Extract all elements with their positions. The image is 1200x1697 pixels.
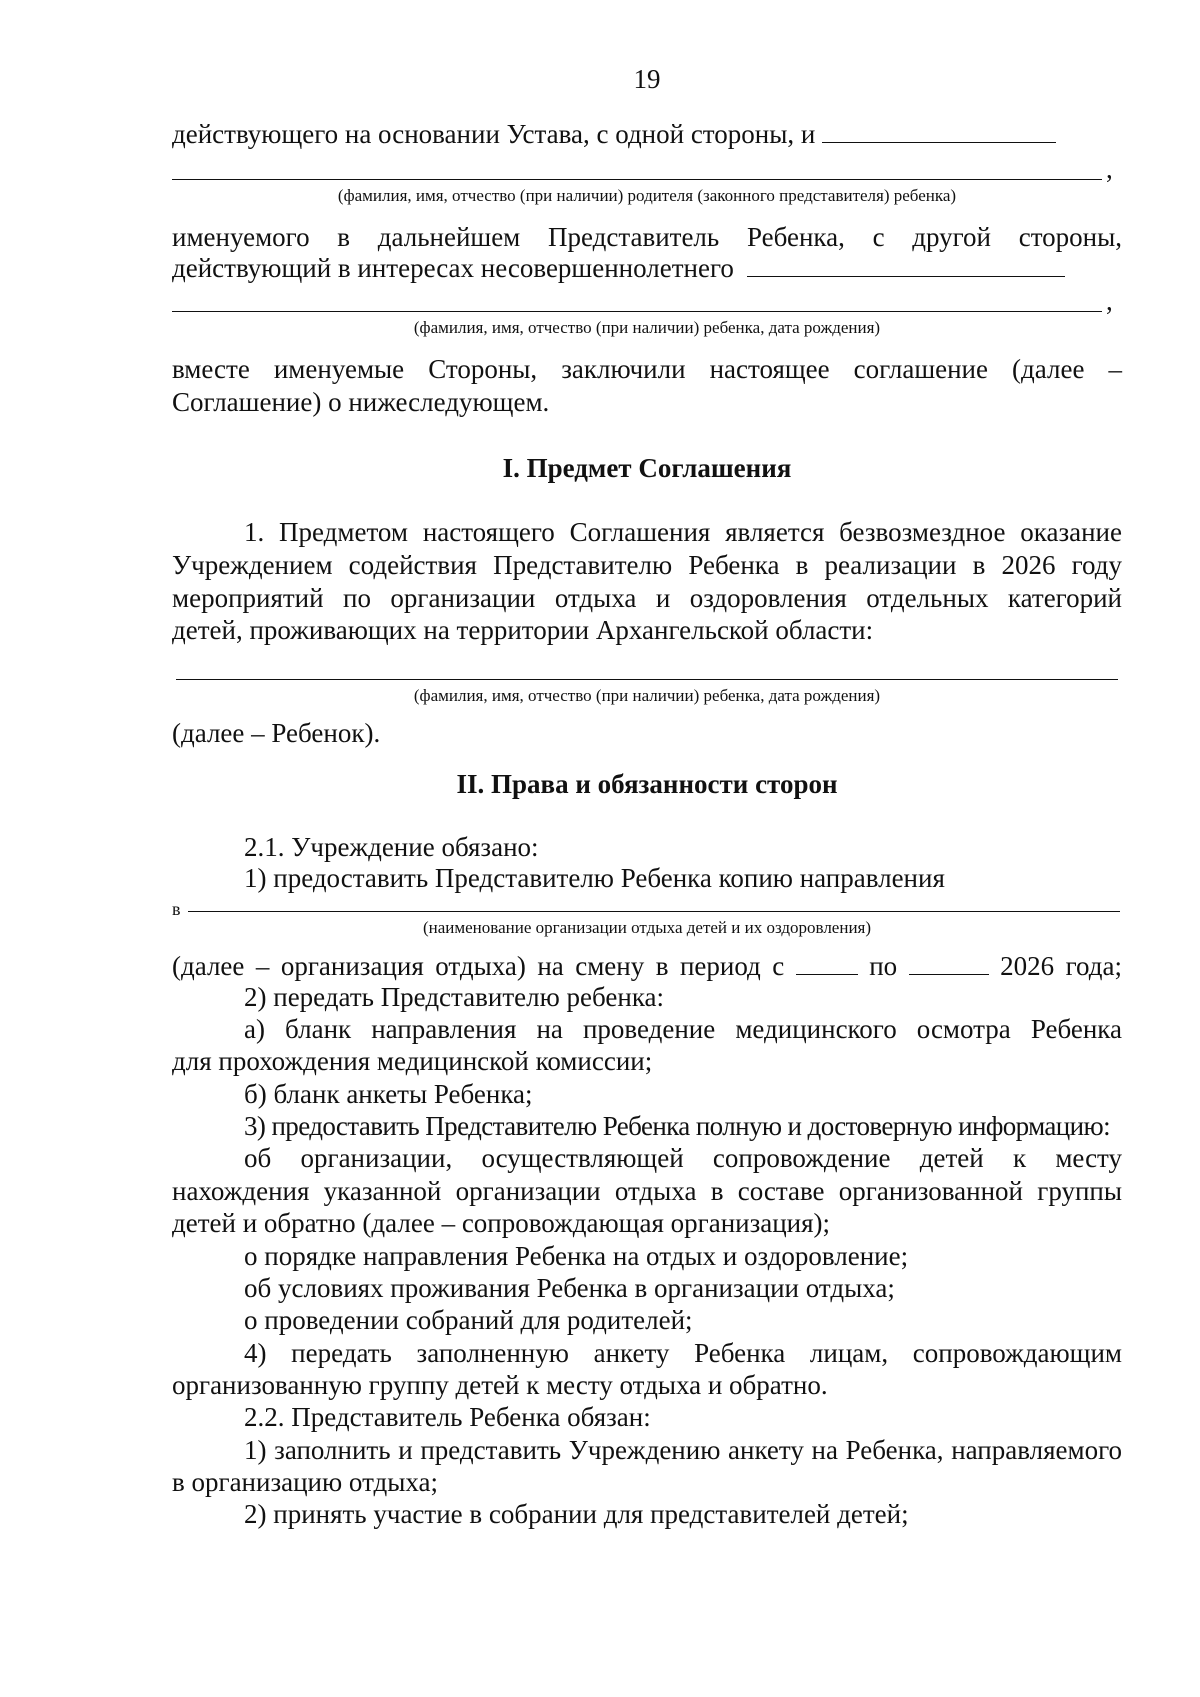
period-end-blank	[909, 950, 989, 975]
section-1-para-line-2: Учреждением содействия Представителю Ребенка в реализации в 2026 году	[172, 550, 1122, 580]
intro-line-2: именуемого в дальнейшем Представитель Ребенка, с другой стороны,	[172, 222, 1122, 252]
child-name-blank	[172, 311, 1102, 312]
intro-line-4: вместе именуемые Стороны, заключили настоящее соглашение (далее –	[172, 354, 1122, 384]
info-2: о порядке направления Ребенка на отдых и оздоровление;	[244, 1241, 909, 1271]
clause-2-1-4-line-1: 4) передать заполненную анкету Ребенка лицам, сопровождающим	[244, 1338, 1122, 1368]
clause-2-1-1: 1) предоставить Представителю Ребенка копию направления	[244, 863, 945, 893]
intro-line-5: Соглашение) о нижеследующем.	[172, 387, 550, 417]
intro-line-3: действующий в интересах несовершеннолетнего	[172, 252, 1122, 284]
intro-line-1: действующего на основании Устава, с одной стороны, и	[172, 118, 1122, 150]
hint-parent-name: (фамилия, имя, отчество (при наличии) родителя (законного представителя) ребенка)	[337, 186, 957, 205]
info-3: об условиях проживания Ребенка в организации отдыха;	[244, 1273, 895, 1303]
section-1-para-line-4: детей, проживающих на территории Архангельской области:	[172, 615, 874, 645]
comma-2: ,	[1106, 286, 1113, 316]
hint-child-name-2: (фамилия, имя, отчество (при наличии) ребенка, дата рождения)	[413, 686, 881, 705]
section-1-para-line-3: мероприятий по организации отдыха и оздоровления отдельных категорий	[172, 583, 1122, 613]
clause-2-1-2b: б) бланк анкеты Ребенка;	[244, 1079, 533, 1109]
clause-2-1-4-line-2: организованную группу детей к месту отдыха и обратно.	[172, 1370, 828, 1400]
period-line: (далее – организация отдыха) на смену в период с по 2026 года;	[172, 951, 1122, 981]
v-prefix: в	[172, 899, 181, 919]
clause-2-1-2a-line-2: для прохождения медицинской комиссии;	[172, 1046, 653, 1076]
clause-2-1-3: 3) предоставить Представителю Ребенка полную и достоверную информацию:	[244, 1111, 1110, 1141]
hint-organization: (наименование организации отдыха детей и их оздоровления)	[422, 918, 872, 937]
section-1-para-line-1: 1. Предметом настоящего Соглашения является безвозмездное оказание	[244, 517, 1122, 547]
parent-name-blank-start	[822, 118, 1056, 143]
hint-child-name: (фамилия, имя, отчество (при наличии) ребенка, дата рождения)	[413, 318, 881, 337]
organization-blank	[188, 911, 1120, 912]
clause-2-2-1-line-1: 1) заполнить и представить Учреждению анкету на Ребенка, направляемого	[244, 1435, 1122, 1465]
section-1-after: (далее – Ребенок).	[172, 718, 381, 748]
clause-2-2-2: 2) принять участие в собрании для представителей детей;	[244, 1499, 909, 1529]
info-1-line-1: об организации, осуществляющей сопровождение детей к месту	[244, 1143, 1122, 1173]
page-number: 19	[633, 64, 661, 94]
clause-2-1-2: 2) передать Представителю ребенка:	[244, 982, 665, 1012]
section-1-heading: I. Предмет Соглашения	[502, 453, 792, 483]
period-start-blank	[796, 950, 858, 975]
info-1-line-3: детей и обратно (далее – сопровождающая организация);	[172, 1208, 831, 1238]
clause-2-2-1-line-2: в организацию отдыха;	[172, 1467, 439, 1497]
info-1-line-2: нахождения указанной организации отдыха в составе организованной группы	[172, 1176, 1122, 1206]
section-2-heading: II. Права и обязанности сторон	[456, 769, 838, 799]
clause-2-1-2a-line-1: а) бланк направления на проведение медицинского осмотра Ребенка	[244, 1014, 1122, 1044]
document-page	[172, 0, 1122, 1697]
comma: ,	[1106, 154, 1113, 184]
parent-name-blank	[172, 179, 1102, 180]
clause-2-2: 2.2. Представитель Ребенка обязан:	[244, 1402, 651, 1432]
child-name-blank-start	[747, 252, 1065, 277]
info-4: о проведении собраний для родителей;	[244, 1305, 693, 1335]
child-name-blank-2	[176, 679, 1118, 680]
clause-2-1: 2.1. Учреждение обязано:	[244, 832, 539, 862]
